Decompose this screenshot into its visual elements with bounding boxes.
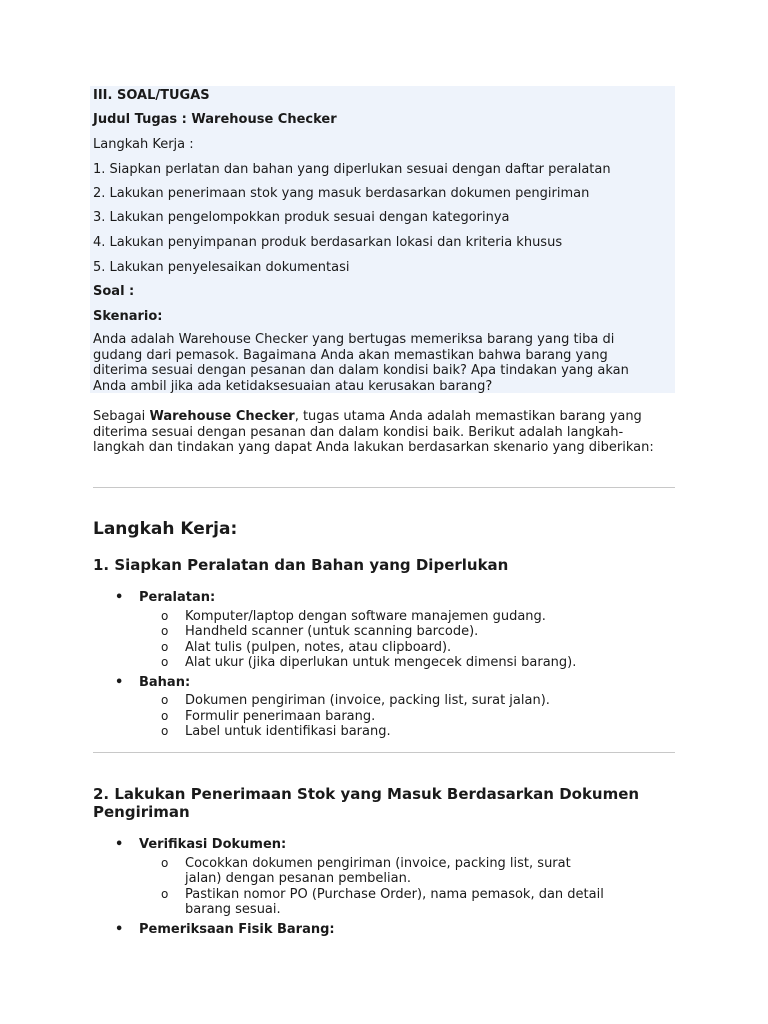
list-item <box>139 624 675 640</box>
intro-paragraph <box>93 409 658 456</box>
divider <box>93 487 675 488</box>
circle-bullet-icon: o <box>161 624 169 638</box>
circle-bullet-icon: o <box>161 724 169 738</box>
list-item-text: Cocokkan dokumen pengiriman (invoice, packing list, surat jalan) dengan pesanan pembelian. <box>185 855 571 886</box>
list-item <box>139 640 675 656</box>
section-title: III. SOAL/TUGAS <box>93 88 210 103</box>
peralatan-label: Peralatan: <box>139 590 216 605</box>
main-heading: Langkah Kerja: <box>93 519 238 539</box>
section1-list <box>93 590 675 744</box>
section1-heading: 1. Siapkan Peralatan dan Bahan yang Diperlukan <box>93 556 509 574</box>
list-item-text: Alat ukur (jika diperlukan untuk mengecek dimensi barang). <box>185 655 577 670</box>
bahan-label: Bahan: <box>139 674 191 690</box>
skenario-label: Skenario: <box>93 309 163 324</box>
scenario-text: Anda adalah Warehouse Checker yang bertugas memeriksa barang yang tiba di gudang dari pemasok. Bagaimana Anda akan memastikan bahwa barang yang diterima sesuai dengan pesanan dan dalam kondisi baik? Apa tindakan yang akan Anda ambil jika ada ketidaksesuaian atau kerusakan barang? <box>93 332 629 394</box>
list-item-text: Label untuk identifikasi barang. <box>185 724 391 739</box>
soal-label: Soal : <box>93 284 135 299</box>
list-item-text: Formulir penerimaan barang. <box>185 708 376 724</box>
list-item-text: Alat tulis (pulpen, notes, atau clipboard). <box>185 639 452 655</box>
step-item: 1. Siapkan perlatan dan bahan yang diperlukan sesuai dengan daftar peralatan <box>93 162 611 177</box>
circle-bullet-icon: o <box>161 855 169 870</box>
list-item <box>93 837 675 918</box>
step-item: 2. Lakukan penerimaan stok yang masuk berdasarkan dokumen pengiriman <box>93 186 590 201</box>
peralatan-list <box>139 609 675 671</box>
step-item: 4. Lakukan penyimpanan produk berdasarkan lokasi dan kriteria khusus <box>93 235 563 250</box>
list-item <box>93 922 675 938</box>
verifikasi-list <box>139 856 609 918</box>
bullet-icon: • <box>115 837 124 852</box>
pemeriksaan-label: Pemeriksaan Fisik Barang: <box>139 921 335 937</box>
section2-list <box>93 837 675 937</box>
circle-bullet-icon: o <box>161 655 169 669</box>
step-item: 3. Lakukan pengelompokkan produk sesuai dengan kategorinya <box>93 210 510 225</box>
list-item <box>139 887 609 918</box>
divider <box>93 752 675 753</box>
list-item-text: Komputer/laptop dengan software manajemen gudang. <box>185 608 546 624</box>
intro-prefix: Sebagai <box>93 409 150 424</box>
bullet-icon: • <box>115 590 124 605</box>
list-item-text: Dokumen pengiriman (invoice, packing list, surat jalan). <box>185 693 550 708</box>
task-box <box>90 86 675 393</box>
task-title: Judul Tugas : Warehouse Checker <box>93 112 337 127</box>
bullet-icon: • <box>115 674 124 690</box>
langkah-label: Langkah Kerja : <box>93 137 194 152</box>
list-item <box>139 709 675 725</box>
intro-suffix: , tugas utama Anda adalah memastikan barang yang diterima sesuai dengan pesanan dan dalam kondisi baik. Berikut adalah langkah-langkah dan tindakan yang dapat Anda lakukan berdasarkan skenario yang diberikan: <box>93 409 654 455</box>
step-item: 5. Lakukan penyelesaikan dokumentasi <box>93 260 350 275</box>
circle-bullet-icon: o <box>161 639 169 654</box>
circle-bullet-icon: o <box>161 693 169 707</box>
list-item <box>139 856 609 887</box>
circle-bullet-icon: o <box>161 608 169 623</box>
verifikasi-label: Verifikasi Dokumen: <box>139 837 287 852</box>
bahan-list <box>139 693 675 740</box>
list-item <box>139 693 675 709</box>
list-item <box>139 655 675 671</box>
list-item-text: Pastikan nomor PO (Purchase Order), nama pemasok, dan detail barang sesuai. <box>185 886 604 917</box>
intro-bold: Warehouse Checker <box>149 409 295 424</box>
circle-bullet-icon: o <box>161 886 169 901</box>
list-item <box>93 675 675 740</box>
bullet-icon: • <box>115 921 124 937</box>
list-item <box>93 590 675 671</box>
list-item-text: Handheld scanner (untuk scanning barcode). <box>185 624 479 639</box>
section2-heading: 2. Lakukan Penerimaan Stok yang Masuk Berdasarkan Dokumen Pengiriman <box>93 785 640 821</box>
document-page <box>93 86 675 937</box>
list-item <box>139 609 675 625</box>
list-item <box>139 724 675 740</box>
circle-bullet-icon: o <box>161 708 169 723</box>
